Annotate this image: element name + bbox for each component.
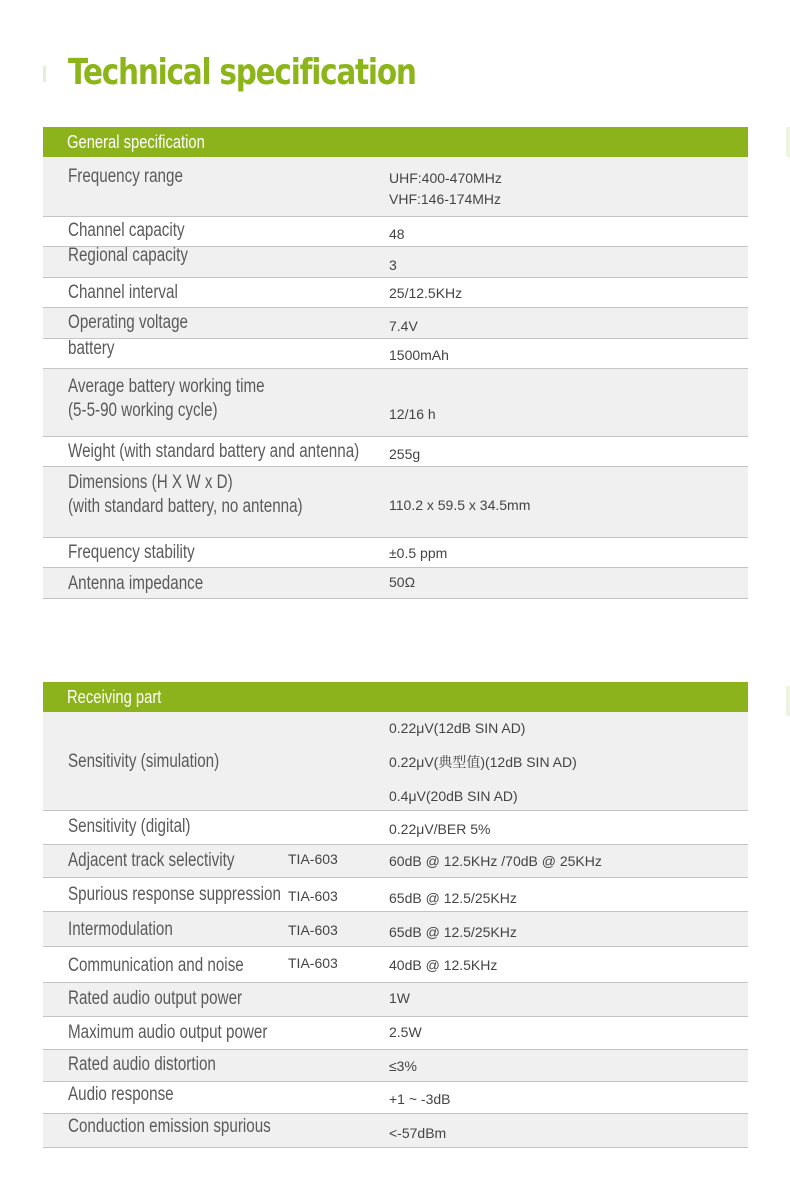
spec-value: 0.22μV(典型值)(12dB SIN AD)	[389, 754, 577, 770]
spec-standard: TIA-603	[288, 888, 338, 904]
spec-value: 12/16 h	[389, 406, 436, 422]
spec-value: 65dB @ 12.5/25KHz	[389, 924, 517, 940]
spec-label-line: Channel capacity	[68, 220, 185, 241]
spec-value: 1W	[389, 990, 410, 1006]
spec-label-line: Conduction emission spurious	[68, 1116, 271, 1137]
spec-label-line: battery	[68, 338, 115, 359]
spec-row-intermodulation	[43, 912, 748, 947]
spec-value: 2.5W	[389, 1024, 422, 1040]
spec-value: 25/12.5KHz	[389, 285, 463, 301]
spec-row-channel-capacity	[43, 217, 748, 247]
spec-label-line: Weight (with standard battery and antenna)	[68, 441, 360, 462]
spec-row-antenna-impedance	[43, 568, 748, 599]
spec-label	[68, 165, 183, 189]
spec-row-regional-capacity	[43, 247, 748, 278]
receiving-part-header-label: Receiving part	[67, 687, 162, 707]
spec-row-spurious-response-suppression	[43, 878, 748, 912]
spec-label	[68, 750, 219, 774]
spec-label-line: Communication and noise	[68, 955, 244, 976]
spec-row-sensitivity-digital	[43, 811, 748, 845]
spec-row-average-battery-working-time	[43, 369, 748, 437]
spec-label-line: Frequency stability	[68, 542, 195, 563]
spec-value: 110.2 x 59.5 x 34.5mm	[389, 497, 531, 513]
page-edge-mark	[786, 127, 790, 157]
spec-row-rated-audio-distortion	[43, 1050, 748, 1082]
spec-label-line: (5-5-90 working cycle)	[68, 400, 218, 421]
spec-row-conduction-emission-spurious	[43, 1114, 748, 1148]
general-spec-header	[43, 127, 748, 157]
spec-value: ≤3%	[389, 1058, 417, 1074]
spec-value: 50Ω	[389, 574, 416, 590]
spec-value: ±0.5 ppm	[389, 545, 448, 561]
spec-row-rated-audio-output-power	[43, 983, 748, 1017]
spec-value: +1 ~ -3dB	[389, 1091, 451, 1107]
spec-standard: TIA-603	[288, 955, 338, 971]
spec-label-line: Operating voltage	[68, 312, 188, 333]
spec-row-maximum-audio-output-power	[43, 1017, 748, 1050]
spec-label	[68, 541, 195, 565]
spec-label-line: Maximum audio output power	[68, 1022, 268, 1043]
spec-value: 48	[389, 226, 405, 242]
spec-value: 0.22μV(12dB SIN AD)	[389, 720, 526, 736]
spec-row-adjacent-track-selectivity	[43, 845, 748, 878]
spec-label	[68, 987, 242, 1011]
spec-label-line: Spurious response suppression	[68, 884, 281, 905]
spec-value: 65dB @ 12.5/25KHz	[389, 890, 517, 906]
spec-label	[68, 440, 359, 464]
general-spec-header-label: General specification	[67, 132, 205, 152]
spec-row-communication-and-noise	[43, 947, 748, 983]
spec-label	[68, 883, 281, 907]
spec-label	[68, 1115, 271, 1139]
title-marker	[43, 66, 46, 82]
spec-label	[68, 1083, 174, 1107]
spec-label-line: Adjacent track selectivity	[68, 850, 235, 871]
spec-row-channel-interval	[43, 278, 748, 308]
spec-row-operating-voltage	[43, 308, 748, 339]
spec-label	[68, 281, 178, 305]
spec-label	[68, 1053, 216, 1077]
spec-label	[68, 849, 234, 873]
spec-label-line: Intermodulation	[68, 919, 173, 940]
spec-label	[68, 375, 265, 423]
spec-row-audio-response	[43, 1082, 748, 1114]
spec-standard: TIA-603	[288, 922, 338, 938]
spec-value: 1500mAh	[389, 347, 449, 363]
spec-label	[68, 815, 190, 839]
spec-label	[68, 471, 303, 519]
spec-label-line: Channel interval	[68, 282, 178, 303]
spec-label-line: (with standard battery, no antenna)	[68, 496, 303, 517]
spec-row-sensitivity-simulation	[43, 712, 748, 811]
spec-value: 60dB @ 12.5KHz /70dB @ 25KHz	[389, 853, 602, 869]
spec-row-weight-with-standard-battery-and-antenna	[43, 437, 748, 467]
spec-label	[68, 572, 203, 596]
spec-value: 0.4μV(20dB SIN AD)	[389, 788, 518, 804]
spec-row-frequency-stability	[43, 538, 748, 568]
spec-label	[68, 244, 188, 268]
spec-label	[68, 337, 114, 361]
spec-label	[68, 1021, 267, 1045]
spec-value: VHF:146-174MHz	[389, 191, 502, 207]
spec-label	[68, 918, 173, 942]
spec-label	[68, 311, 188, 335]
spec-label-line: Rated audio distortion	[68, 1054, 216, 1075]
spec-row-frequency-range	[43, 157, 748, 217]
spec-label	[68, 954, 244, 978]
spec-label-line: Regional capacity	[68, 245, 188, 266]
spec-row-battery	[43, 339, 748, 369]
page-edge-mark	[786, 686, 790, 716]
spec-value: 255g	[389, 446, 421, 462]
spec-label-line: Frequency range	[68, 166, 183, 187]
spec-value: 0.22μV/BER 5%	[389, 821, 491, 837]
spec-label-line: Antenna impedance	[68, 573, 204, 594]
spec-value: 40dB @ 12.5KHz	[389, 957, 498, 973]
spec-label-line: Average battery working time	[68, 376, 265, 397]
spec-label-line: Audio response	[68, 1084, 174, 1105]
spec-label-line: Rated audio output power	[68, 988, 243, 1009]
spec-value: 3	[389, 257, 397, 273]
spec-standard: TIA-603	[288, 851, 338, 867]
spec-value: <-57dBm	[389, 1125, 447, 1141]
spec-label	[68, 219, 185, 243]
spec-label-line: Sensitivity (digital)	[68, 816, 191, 837]
spec-value: 7.4V	[389, 318, 418, 334]
receiving-part-header	[43, 682, 748, 712]
spec-label-line: Sensitivity (simulation)	[68, 751, 220, 772]
spec-label-line: Dimensions (H X W x D)	[68, 472, 233, 493]
spec-row-dimensions-h-x-w-x-d	[43, 467, 748, 538]
page-title: Technical specification	[68, 52, 416, 93]
spec-value: UHF:400-470MHz	[389, 170, 502, 186]
